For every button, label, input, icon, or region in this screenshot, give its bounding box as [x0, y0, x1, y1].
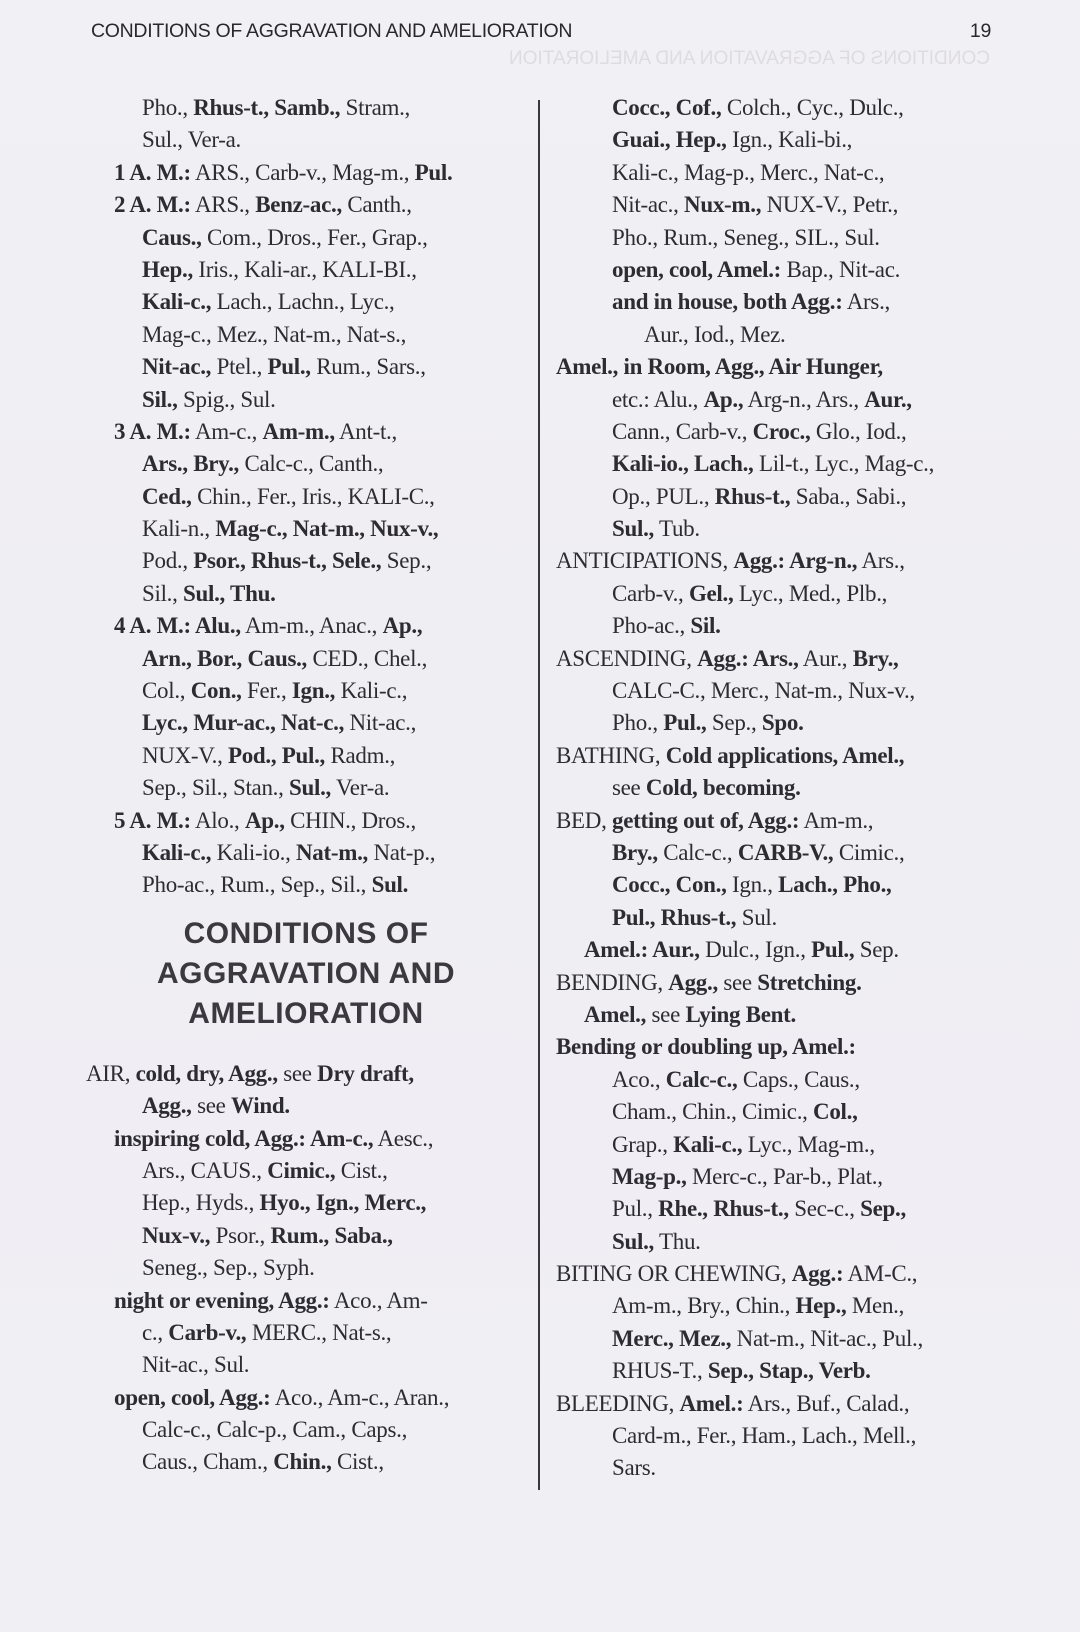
- index-line: [86, 643, 526, 675]
- index-line: [86, 448, 526, 480]
- bold-rubric-text: Bry.,: [612, 839, 658, 865]
- bold-rubric-text: Sul.,: [612, 516, 654, 542]
- index-line: [556, 254, 996, 286]
- plain-text: Ars.,: [842, 289, 890, 315]
- index-line: [556, 448, 996, 480]
- plain-text: MERC., Nat-s.,: [246, 1319, 392, 1345]
- bold-rubric-text: Croc.,: [752, 418, 811, 444]
- index-line: [556, 1355, 996, 1387]
- plain-text: Kali-io.,: [211, 839, 296, 865]
- bold-rubric-text: 3 A. M.:: [114, 418, 191, 444]
- plain-text: Canth.,: [341, 192, 412, 218]
- page-header: [91, 20, 991, 50]
- index-line: [556, 1031, 996, 1063]
- bold-rubric-text: Bry.,: [852, 645, 899, 671]
- plain-text: Sep.,: [381, 548, 432, 574]
- bold-rubric-text: Agg.,: [142, 1093, 192, 1119]
- right-column-entries: [556, 92, 996, 1485]
- bold-rubric-text: Pul.,: [267, 354, 311, 380]
- bold-rubric-text: Ap.,: [703, 386, 744, 412]
- index-line: [86, 384, 526, 416]
- left-column-entries-before-heading: [86, 92, 526, 902]
- bold-rubric-text: Amel.,: [584, 1001, 647, 1027]
- index-line: [556, 545, 996, 577]
- index-line: [556, 805, 996, 837]
- plain-text: Col.,: [142, 678, 191, 704]
- index-line: [86, 319, 526, 351]
- plain-text: Cham., Chin., Cimic.,: [612, 1099, 814, 1125]
- bold-rubric-text: Sep., Stap., Verb.: [707, 1358, 871, 1384]
- plain-text: Cist.,: [335, 1157, 388, 1183]
- index-line: [86, 189, 526, 221]
- bold-rubric-text: Nat-m.,: [296, 839, 368, 865]
- index-line: [556, 286, 996, 318]
- bold-rubric-text: cold, dry, Agg.,: [135, 1060, 278, 1086]
- plain-text: Aco.,: [612, 1066, 666, 1092]
- bold-rubric-text: Sul., Thu.: [183, 580, 276, 606]
- bold-rubric-text: night or evening, Agg.:: [114, 1287, 330, 1313]
- plain-text: BED,: [556, 807, 613, 833]
- index-line: [86, 869, 526, 901]
- bold-rubric-text: Pod., Pul.,: [227, 742, 326, 768]
- plain-text: Tub.: [653, 516, 700, 542]
- index-line: [86, 1317, 526, 1349]
- plain-text: see: [612, 775, 646, 801]
- index-line: [86, 286, 526, 318]
- plain-text: Am-m., Bry., Chin.,: [612, 1293, 796, 1319]
- index-line: [86, 545, 526, 577]
- index-line: [86, 707, 526, 739]
- plain-text: Chin., Fer., Iris., KALI-C.,: [191, 483, 435, 509]
- index-line: [86, 1446, 526, 1478]
- bold-rubric-text: Amel.: Aur.,: [584, 937, 700, 963]
- bold-rubric-text: open, cool, Agg.:: [114, 1384, 271, 1410]
- index-line: [556, 157, 996, 189]
- bold-rubric-text: Ign.,: [291, 678, 336, 704]
- bold-rubric-text: Psor., Rhus-t., Sele.,: [193, 548, 382, 574]
- plain-text: Lyc., Mag-m.,: [742, 1131, 875, 1157]
- plain-text: BITING OR CHEWING,: [556, 1261, 792, 1287]
- plain-text: Ver-a.: [331, 775, 390, 801]
- bold-rubric-text: Pul., Rhus-t.,: [612, 904, 737, 930]
- plain-text: Lyc., Med., Plb.,: [733, 580, 888, 606]
- plain-text: Pho.,: [142, 95, 194, 120]
- plain-text: Nat-p.,: [368, 839, 436, 865]
- plain-text: Com., Dros., Fer., Grap.,: [201, 224, 428, 250]
- index-line: [86, 254, 526, 286]
- plain-text: Sars.: [612, 1455, 656, 1481]
- plain-text: Arg-n., Ars.,: [743, 386, 865, 412]
- plain-text: Pho., Rum., Seneg., SIL., Sul.: [612, 224, 880, 250]
- plain-text: Nat-m., Nit-ac., Pul.,: [731, 1325, 923, 1351]
- index-line: [86, 513, 526, 545]
- bold-rubric-text: Col.,: [813, 1099, 858, 1125]
- index-line: [86, 1220, 526, 1252]
- index-line: [86, 837, 526, 869]
- index-line: [556, 1323, 996, 1355]
- index-line: [86, 1414, 526, 1446]
- bold-rubric-text: Sep.,: [860, 1196, 906, 1222]
- index-line: [86, 1252, 526, 1284]
- bold-rubric-text: Kali-io., Lach.,: [612, 451, 754, 477]
- index-line: [556, 934, 996, 966]
- plain-text: Sil.,: [142, 580, 184, 606]
- bold-rubric-text: Bending or doubling up, Amel.:: [556, 1034, 856, 1060]
- page-number: 19: [969, 20, 991, 42]
- plain-text: Ant-t.,: [334, 418, 397, 444]
- plain-text: Bap., Nit-ac.: [781, 256, 901, 282]
- bold-rubric-text: Pul.,: [663, 710, 707, 736]
- bold-rubric-text: Hep.,: [795, 1293, 847, 1319]
- index-line: [556, 1258, 996, 1290]
- index-line: [556, 1193, 996, 1225]
- bold-rubric-text: Rhe., Rhus-t.,: [658, 1196, 789, 1222]
- bold-rubric-text: Agg.: Arg-n.,: [733, 548, 858, 574]
- bold-rubric-text: CARB-V.,: [737, 839, 834, 865]
- plain-text: Cimic.,: [833, 839, 905, 865]
- index-line: [86, 578, 526, 610]
- bold-rubric-text: Sul.: [371, 872, 409, 898]
- plain-text: Op., PUL.,: [612, 483, 715, 509]
- plain-text: Stram.,: [340, 95, 411, 120]
- index-line: [86, 1285, 526, 1317]
- bold-rubric-text: Lyc., Mur-ac., Nat-c.,: [142, 710, 345, 736]
- bold-rubric-text: 1 A. M.:: [114, 159, 191, 185]
- index-line: [556, 740, 996, 772]
- index-line: [556, 869, 996, 901]
- plain-text: Iris., Kali-ar., KALI-BI.,: [192, 256, 417, 282]
- bold-rubric-text: Cold, becoming.: [645, 775, 801, 801]
- index-line: [556, 837, 996, 869]
- plain-text: RHUS-T.,: [612, 1358, 708, 1384]
- bold-rubric-text: Guai., Hep.,: [612, 127, 727, 153]
- plain-text: etc.: Alu.,: [612, 386, 704, 412]
- plain-text: BATHING,: [556, 742, 666, 768]
- plain-text: ARS., Carb-v., Mag-m.,: [190, 159, 415, 185]
- bold-rubric-text: 4 A. M.: Alu.,: [114, 613, 241, 639]
- column-divider: [538, 100, 540, 1490]
- bleed-running-title: CONDITIONS OF AGGRAVATION AND AMELIORATION: [508, 48, 990, 69]
- bold-rubric-text: Chin.,: [273, 1449, 332, 1475]
- plain-text: BENDING,: [556, 969, 669, 995]
- bold-rubric-text: Am-m.,: [262, 418, 335, 444]
- bold-rubric-text: 2 A. M.:: [114, 192, 191, 218]
- index-line: [86, 481, 526, 513]
- index-line: [86, 805, 526, 837]
- bold-rubric-text: Sul.,: [289, 775, 331, 801]
- bold-rubric-text: Spo.: [761, 710, 804, 736]
- plain-text: Kali-c.,: [335, 678, 408, 704]
- index-line: [86, 351, 526, 383]
- bold-rubric-text: Carb-v.,: [168, 1319, 247, 1345]
- index-line: [556, 1161, 996, 1193]
- index-line: [86, 157, 526, 189]
- index-line: [556, 222, 996, 254]
- bold-rubric-text: Sil.,: [142, 386, 178, 412]
- plain-text: CHIN., Dros.,: [284, 807, 416, 833]
- index-line: [86, 124, 526, 156]
- bold-rubric-text: Hep.,: [142, 256, 193, 282]
- bold-rubric-text: Lying Bent.: [685, 1001, 796, 1027]
- index-line: [556, 1452, 996, 1484]
- plain-text: Spig., Sul.: [177, 386, 276, 412]
- index-line: [86, 1058, 526, 1090]
- plain-text: Sep.,: [706, 710, 762, 736]
- bold-rubric-text: Amel., in Room, Agg., Air Hunger,: [556, 354, 883, 380]
- plain-text: Saba., Sabi.,: [790, 483, 907, 509]
- bold-rubric-text: getting out of, Agg.:: [612, 807, 800, 833]
- plain-text: Pod.,: [142, 548, 194, 574]
- plain-text: Sep.: [854, 937, 899, 963]
- plain-text: NUX-V., Petr.,: [761, 192, 899, 218]
- bold-rubric-text: Cimic.,: [267, 1157, 336, 1183]
- plain-text: Radm.,: [325, 742, 396, 768]
- bold-rubric-text: Amel.:: [679, 1390, 744, 1416]
- index-line: [556, 189, 996, 221]
- bold-rubric-text: Kali-c.,: [673, 1131, 743, 1157]
- index-line: [556, 707, 996, 739]
- bold-rubric-text: Stretching.: [757, 969, 862, 995]
- bold-rubric-text: Con.,: [190, 678, 242, 704]
- index-line: [556, 1064, 996, 1096]
- plain-text: CALC-C., Merc., Nat-m., Nux-v.,: [612, 678, 915, 704]
- plain-text: Caus., Cham.,: [142, 1449, 274, 1475]
- index-line: [86, 675, 526, 707]
- index-line: [556, 351, 996, 383]
- index-line: [86, 416, 526, 448]
- plain-text: Alo.,: [190, 807, 245, 833]
- plain-text: Cist.,: [331, 1449, 384, 1475]
- index-line: [86, 1090, 526, 1122]
- bold-rubric-text: Ced.,: [142, 483, 192, 509]
- plain-text: Dulc., Ign.,: [699, 937, 812, 963]
- bold-rubric-text: Benz-ac.,: [255, 192, 342, 218]
- plain-text: Sep., Sil., Stan.,: [142, 775, 290, 801]
- bold-rubric-text: Cocc., Con.,: [612, 872, 727, 898]
- plain-text: Merc-c., Par-b., Plat.,: [686, 1163, 883, 1189]
- index-line: [556, 513, 996, 545]
- bold-rubric-text: Cocc., Cof.,: [612, 95, 722, 120]
- bold-rubric-text: Nux-v.,: [142, 1222, 211, 1248]
- index-line: [86, 772, 526, 804]
- index-line: [86, 1187, 526, 1219]
- index-line: [556, 384, 996, 416]
- bold-rubric-text: Ap.,: [382, 613, 423, 639]
- index-line: [86, 1155, 526, 1187]
- plain-text: ASCENDING,: [556, 645, 698, 671]
- bleed-through-text: [90, 48, 990, 70]
- plain-text: Aco., Am-: [329, 1287, 428, 1313]
- index-line: [556, 967, 996, 999]
- plain-text: CED., Chel.,: [307, 645, 428, 671]
- index-line: [556, 1226, 996, 1258]
- index-line: [86, 740, 526, 772]
- bold-rubric-text: Pul.: [414, 159, 453, 185]
- index-line: [86, 1349, 526, 1381]
- index-line: [556, 416, 996, 448]
- index-line: [556, 1420, 996, 1452]
- plain-text: Lach., Lachn., Lyc.,: [211, 289, 395, 315]
- plain-text: Sec-c.,: [788, 1196, 861, 1222]
- index-line: [556, 1129, 996, 1161]
- plain-text: Nit-ac., Sul.: [142, 1352, 250, 1378]
- plain-text: Glo., Iod.,: [810, 418, 907, 444]
- plain-text: Rum., Sars.,: [310, 354, 426, 380]
- plain-text: Hep., Hyds.,: [142, 1190, 260, 1216]
- bold-rubric-text: Rhus-t.,: [714, 483, 791, 509]
- plain-text: NUX-V.,: [142, 742, 228, 768]
- plain-text: Pho-ac., Rum., Sep., Sil.,: [142, 872, 372, 898]
- index-line: [556, 319, 996, 351]
- bold-rubric-text: Sul.,: [612, 1228, 654, 1254]
- plain-text: Ign., Kali-bi.,: [726, 127, 853, 153]
- plain-text: Mag-c., Mez., Nat-m., Nat-s.,: [142, 321, 407, 347]
- plain-text: Caps., Caus.,: [737, 1066, 860, 1092]
- plain-text: Seneg., Sep., Syph.: [142, 1255, 315, 1281]
- bold-rubric-text: Mag-c., Nat-m., Nux-v.,: [215, 516, 439, 542]
- plain-text: Psor.,: [210, 1222, 271, 1248]
- plain-text: ARS.,: [190, 192, 256, 218]
- plain-text: Nit-ac.,: [612, 192, 685, 218]
- plain-text: Am-c.,: [190, 418, 263, 444]
- index-line: [556, 772, 996, 804]
- bold-rubric-text: Nit-ac.,: [142, 354, 212, 380]
- index-line: [86, 222, 526, 254]
- plain-text: see: [191, 1093, 231, 1119]
- bold-rubric-text: Arn., Bor., Caus.,: [142, 645, 308, 671]
- plain-text: Kali-c., Mag-p., Merc., Nat-c.,: [612, 159, 885, 185]
- bold-rubric-text: Mag-p.,: [612, 1163, 687, 1189]
- index-line: [556, 124, 996, 156]
- plain-text: AIR,: [86, 1060, 136, 1086]
- plain-text: Thu.: [653, 1228, 701, 1254]
- bold-rubric-text: Ap.,: [244, 807, 285, 833]
- index-line: [556, 999, 996, 1031]
- bold-rubric-text: Ars., Bry.,: [142, 451, 239, 477]
- bold-rubric-text: Kali-c.,: [142, 839, 212, 865]
- section-heading-line: CONDITIONS OF: [183, 916, 429, 950]
- index-line: [556, 1290, 996, 1322]
- plain-text: Nit-ac.,: [344, 710, 417, 736]
- index-line: [556, 481, 996, 513]
- plain-text: Kali-n.,: [142, 516, 216, 542]
- index-line: [556, 643, 996, 675]
- index-line: [556, 1388, 996, 1420]
- bold-rubric-text: Wind.: [231, 1093, 290, 1119]
- right-column: [556, 92, 996, 1485]
- plain-text: Men.,: [846, 1293, 905, 1319]
- index-line: [86, 610, 526, 642]
- plain-text: Pho.,: [612, 710, 664, 736]
- bold-rubric-text: Rhus-t., Samb.,: [193, 95, 341, 120]
- running-title: CONDITIONS OF AGGRAVATION AND AMELIORATION: [91, 20, 573, 42]
- bold-rubric-text: Caus.,: [142, 224, 202, 250]
- plain-text: Aur.,: [798, 645, 853, 671]
- left-column-entries-after-heading: [86, 1058, 526, 1479]
- plain-text: Aesc.,: [373, 1125, 434, 1151]
- index-line: [556, 1096, 996, 1128]
- index-line: [556, 578, 996, 610]
- bold-rubric-text: Gel.,: [688, 580, 734, 606]
- plain-text: Carb-v.,: [612, 580, 689, 606]
- bold-rubric-text: open, cool, Amel.:: [612, 256, 781, 282]
- plain-text: c.,: [142, 1319, 169, 1345]
- plain-text: see: [717, 969, 758, 995]
- index-line: [556, 902, 996, 934]
- bold-rubric-text: Rum., Saba.,: [270, 1222, 393, 1248]
- bold-rubric-text: Agg.: Ars.,: [697, 645, 799, 671]
- plain-text: Ars., CAUS.,: [142, 1157, 268, 1183]
- plain-text: Cann., Carb-v.,: [612, 418, 753, 444]
- bold-rubric-text: Nux-m.,: [684, 192, 762, 218]
- plain-text: Lil-t., Lyc., Mag-c.,: [753, 451, 935, 477]
- bold-rubric-text: Sil.: [690, 613, 721, 639]
- bold-rubric-text: Agg.,: [668, 969, 718, 995]
- bold-rubric-text: 5 A. M.:: [114, 807, 191, 833]
- plain-text: Colch., Cyc., Dulc.,: [721, 95, 904, 120]
- section-heading: [86, 914, 526, 1034]
- plain-text: Grap.,: [612, 1131, 674, 1157]
- index-line: [556, 675, 996, 707]
- bold-rubric-text: Hyo., Ign., Merc.,: [259, 1190, 427, 1216]
- plain-text: Sul.: [736, 904, 777, 930]
- index-line: [86, 92, 526, 124]
- bold-rubric-text: Aur.,: [864, 386, 912, 412]
- bold-rubric-text: Pul.,: [811, 937, 855, 963]
- plain-text: ANTICIPATIONS,: [556, 548, 734, 574]
- plain-text: Pul.,: [612, 1196, 659, 1222]
- plain-text: Am-m.,: [799, 807, 874, 833]
- bold-rubric-text: Merc., Mez.,: [612, 1325, 732, 1351]
- plain-text: Am-m., Anac.,: [240, 613, 383, 639]
- bold-rubric-text: Agg.:: [791, 1261, 844, 1287]
- bold-rubric-text: inspiring cold, Agg.: Am-c.,: [114, 1125, 374, 1151]
- plain-text: Ptel.,: [211, 354, 268, 380]
- plain-text: see: [277, 1060, 318, 1086]
- plain-text: Fer.,: [241, 678, 292, 704]
- plain-text: Pho-ac.,: [612, 613, 691, 639]
- bold-rubric-text: Dry draft,: [317, 1060, 414, 1086]
- index-line: [556, 92, 996, 124]
- plain-text: Ars.,: [857, 548, 905, 574]
- plain-text: Aco., Am-c., Aran.,: [270, 1384, 450, 1410]
- plain-text: AM-C.,: [843, 1261, 918, 1287]
- bold-rubric-text: Calc-c.,: [665, 1066, 738, 1092]
- plain-text: Calc-c., Calc-p., Cam., Caps.,: [142, 1417, 408, 1443]
- index-line: [86, 1123, 526, 1155]
- left-column: [86, 92, 526, 1479]
- plain-text: Sul., Ver-a.: [142, 127, 242, 153]
- plain-text: Ign.,: [726, 872, 779, 898]
- bold-rubric-text: Cold applications, Amel.,: [665, 742, 905, 768]
- index-line: [86, 1382, 526, 1414]
- bold-rubric-text: Lach., Pho.,: [778, 872, 892, 898]
- plain-text: Calc-c.,: [657, 839, 738, 865]
- bold-rubric-text: and in house, both Agg.:: [612, 289, 843, 315]
- plain-text: Calc-c., Canth.,: [239, 451, 384, 477]
- index-line: [556, 610, 996, 642]
- plain-text: BLEEDING,: [556, 1390, 680, 1416]
- section-heading-line: AGGRAVATION AND: [156, 956, 456, 990]
- plain-text: see: [646, 1001, 686, 1027]
- bold-rubric-text: Kali-c.,: [142, 289, 212, 315]
- plain-text: Card-m., Fer., Ham., Lach., Mell.,: [612, 1423, 917, 1449]
- plain-text: Ars., Buf., Calad.,: [743, 1390, 910, 1416]
- section-heading-line: AMELIORATION: [188, 996, 424, 1030]
- plain-text: Aur., Iod., Mez.: [644, 321, 786, 347]
